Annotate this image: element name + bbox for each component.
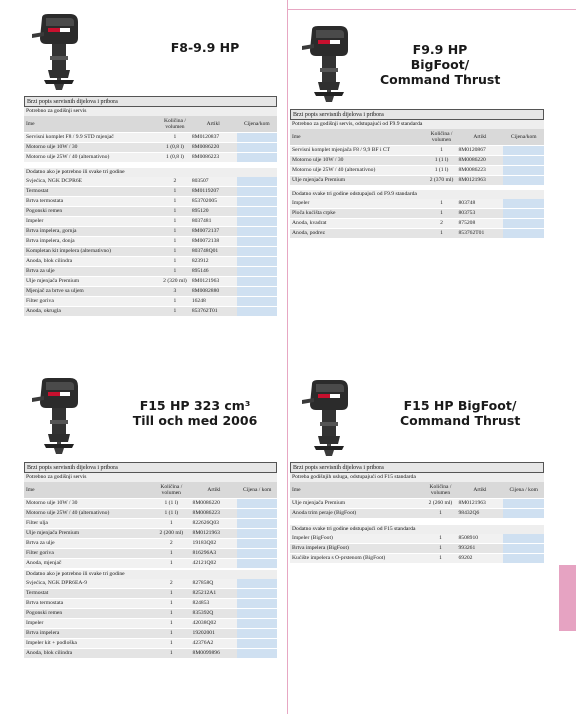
page-divider-vertical bbox=[287, 0, 288, 714]
part-number: 8M0099896 bbox=[191, 649, 238, 659]
part-name: Ploča kućišta crpke bbox=[290, 209, 427, 219]
price-cell[interactable] bbox=[503, 554, 544, 564]
table-row bbox=[290, 156, 544, 166]
part-name: Svjećica, NGK DPR6EA-9 bbox=[24, 579, 152, 589]
column-header: Cijena / kom bbox=[237, 482, 277, 499]
table-row bbox=[24, 559, 277, 569]
table-row bbox=[24, 247, 277, 257]
column-header: Količina / volumen bbox=[160, 116, 190, 133]
part-number: 823912 bbox=[190, 257, 237, 267]
price-cell[interactable] bbox=[503, 156, 544, 166]
panel-title-line: Till och med 2006 bbox=[132, 413, 258, 428]
part-quantity: 1 bbox=[152, 619, 190, 629]
section-header: Brzi popis servisnih dijelova i pribora bbox=[290, 109, 544, 120]
part-name: Kompletan kit impelera (alternativno) bbox=[24, 247, 160, 257]
column-header: Ime bbox=[290, 482, 424, 499]
price-cell[interactable] bbox=[237, 539, 277, 549]
price-cell[interactable] bbox=[237, 599, 277, 609]
table-row bbox=[290, 209, 544, 219]
table-row bbox=[290, 554, 544, 564]
part-name: Impeler kit + podloška bbox=[24, 639, 152, 649]
subsection-header: Potrebno za godišnji servis bbox=[24, 473, 277, 482]
part-quantity: 1 bbox=[160, 227, 190, 237]
table-row bbox=[24, 639, 277, 649]
part-number: 803748 bbox=[456, 199, 503, 209]
panel-title-line: BigFoot/ bbox=[410, 57, 470, 72]
column-header: Cijena / kom bbox=[503, 482, 544, 499]
part-quantity: 1 bbox=[152, 629, 190, 639]
part-name: Filter goriva bbox=[24, 297, 160, 307]
part-quantity: 1 (1 l) bbox=[427, 166, 457, 176]
outboard-motor-image bbox=[30, 376, 82, 456]
part-quantity: 1 (1 l) bbox=[427, 156, 457, 166]
price-cell[interactable] bbox=[503, 499, 544, 509]
column-header: Ime bbox=[24, 482, 152, 499]
table-header-row bbox=[24, 116, 277, 133]
part-quantity: 1 bbox=[424, 554, 456, 564]
panel-title-line: F8-9.9 HP bbox=[170, 40, 240, 55]
part-number: 8M0121963 bbox=[456, 176, 503, 186]
parts-table bbox=[290, 482, 544, 519]
outboard-motor-image bbox=[300, 378, 352, 458]
price-cell[interactable] bbox=[237, 629, 277, 639]
table-row bbox=[290, 219, 544, 229]
panel-title bbox=[170, 40, 240, 55]
panel-title-line: F15 HP 323 cm³ bbox=[139, 398, 251, 413]
part-name: Motorno ulje 10W / 30 bbox=[24, 143, 160, 153]
table-row bbox=[290, 534, 544, 544]
parts-table bbox=[24, 579, 277, 659]
part-name: Anoda, podrez bbox=[290, 229, 427, 239]
price-cell[interactable] bbox=[237, 177, 277, 187]
parts-table bbox=[290, 534, 544, 564]
subsection-header: Dodatno svake tri godine odstupajući od F15 standarda bbox=[290, 525, 544, 534]
part-name: Anoda trim peraje (BigFoot) bbox=[290, 509, 424, 519]
part-name: Impeler (BigFoot) bbox=[290, 534, 424, 544]
subsection-header: Potreba godišnjih usluga, odstupajući od F15 standarda bbox=[290, 473, 544, 482]
part-number: 993261 bbox=[456, 544, 503, 554]
price-cell[interactable] bbox=[503, 199, 544, 209]
part-quantity: 2 (200 ml) bbox=[152, 529, 190, 539]
table-row bbox=[24, 649, 277, 659]
part-quantity: 1 bbox=[160, 187, 190, 197]
subsection-header: Potrebno za godišnji servis, odstupajući od F9.9 standarda bbox=[290, 120, 544, 129]
part-name: Anoda, blok cilindra bbox=[24, 257, 160, 267]
table-row bbox=[290, 544, 544, 554]
part-name: Anoda, blok cilindra bbox=[24, 649, 152, 659]
table-row bbox=[24, 177, 277, 187]
part-quantity: 1 bbox=[152, 559, 190, 569]
part-quantity: 1 bbox=[160, 217, 190, 227]
table-row bbox=[24, 589, 277, 599]
price-cell[interactable] bbox=[237, 579, 277, 589]
table-row bbox=[24, 549, 277, 559]
table-row bbox=[24, 609, 277, 619]
part-name: Brtva za ulje bbox=[24, 539, 152, 549]
table-row bbox=[24, 237, 277, 247]
part-number: 8M0119207 bbox=[190, 187, 237, 197]
table-row bbox=[24, 579, 277, 589]
price-cell[interactable] bbox=[237, 609, 277, 619]
part-name: Brtva termostata bbox=[24, 197, 160, 207]
part-name: Impeler bbox=[24, 619, 152, 629]
price-cell[interactable] bbox=[503, 534, 544, 544]
part-number: 822626Q03 bbox=[191, 519, 238, 529]
parts-table bbox=[290, 199, 544, 239]
price-cell[interactable] bbox=[237, 549, 277, 559]
part-name: Brtva termostata bbox=[24, 599, 152, 609]
part-number: 8M0072137 bbox=[190, 227, 237, 237]
part-quantity: 1 bbox=[160, 257, 190, 267]
panel-title-line: F9.9 HP bbox=[412, 42, 468, 57]
price-cell[interactable] bbox=[237, 639, 277, 649]
table-row bbox=[24, 629, 277, 639]
part-quantity: 1 bbox=[152, 609, 190, 619]
part-number: 875208 bbox=[456, 219, 503, 229]
part-quantity: 1 (1 l) bbox=[152, 509, 190, 519]
part-number: 8M0086220 bbox=[191, 499, 238, 509]
part-quantity: 2 (370 ml) bbox=[427, 176, 457, 186]
part-name: Filter ulja bbox=[24, 519, 152, 529]
part-number: 803748Q01 bbox=[190, 247, 237, 257]
part-number: 42121Q02 bbox=[191, 559, 238, 569]
panel-title-line: Command Thrust bbox=[400, 413, 521, 428]
part-quantity: 1 bbox=[160, 237, 190, 247]
part-quantity: 3 bbox=[160, 287, 190, 297]
part-quantity: 1 bbox=[160, 267, 190, 277]
part-number: 895120 bbox=[190, 207, 237, 217]
part-quantity: 1 bbox=[160, 207, 190, 217]
part-name: Servisni komplet F8 / 9.9 STD mjenjač bbox=[24, 133, 160, 143]
price-cell[interactable] bbox=[503, 509, 544, 519]
table-row bbox=[24, 187, 277, 197]
part-name: Brtva impelera, donja bbox=[24, 237, 160, 247]
price-cell[interactable] bbox=[503, 229, 544, 239]
table-row bbox=[24, 143, 277, 153]
part-number: 803507 bbox=[190, 177, 237, 187]
part-number: 853762T01 bbox=[190, 307, 237, 317]
table-row bbox=[24, 257, 277, 267]
part-number: 824853 bbox=[191, 599, 238, 609]
part-quantity: 1 bbox=[424, 544, 456, 554]
table-row bbox=[290, 166, 544, 176]
part-number: 803753 bbox=[456, 209, 503, 219]
table-row bbox=[24, 529, 277, 539]
price-cell[interactable] bbox=[237, 589, 277, 599]
table-row bbox=[24, 599, 277, 609]
price-cell[interactable] bbox=[503, 146, 544, 156]
column-header: Ime bbox=[24, 116, 160, 133]
part-name: Termostat bbox=[24, 589, 152, 599]
price-cell[interactable] bbox=[237, 649, 277, 659]
part-name: Termostat bbox=[24, 187, 160, 197]
part-quantity: 2 bbox=[427, 219, 457, 229]
column-header: Cijena/kom bbox=[503, 129, 544, 146]
part-number: 8M0086223 bbox=[456, 166, 503, 176]
part-number: 8M0086223 bbox=[190, 153, 237, 163]
part-number: 19183Q02 bbox=[191, 539, 238, 549]
table-row bbox=[24, 227, 277, 237]
part-quantity: 1 bbox=[152, 649, 190, 659]
part-quantity: 2 bbox=[160, 177, 190, 187]
page-divider-horizontal bbox=[287, 9, 576, 10]
price-cell[interactable] bbox=[237, 227, 277, 237]
part-name: Brtva impelera bbox=[24, 629, 152, 639]
part-number: 16248 bbox=[190, 297, 237, 307]
part-number: 69202 bbox=[456, 554, 503, 564]
price-cell[interactable] bbox=[237, 277, 277, 287]
panel-title-line: F15 HP BigFoot/ bbox=[403, 398, 517, 413]
section-header: Brzi popis servisnih dijelova i pribora bbox=[290, 462, 544, 473]
part-number: 835392Q bbox=[191, 609, 238, 619]
part-number: 8M0086220 bbox=[190, 143, 237, 153]
price-cell[interactable] bbox=[237, 267, 277, 277]
table-row bbox=[290, 499, 544, 509]
table-row bbox=[24, 277, 277, 287]
part-quantity: 1 bbox=[427, 229, 457, 239]
page-side-tab bbox=[559, 565, 576, 631]
part-name: Impeler bbox=[290, 199, 427, 209]
price-cell[interactable] bbox=[237, 529, 277, 539]
part-name: Kućište impelera s O-prstenom (BigFoot) bbox=[290, 554, 424, 564]
table-row bbox=[24, 509, 277, 519]
price-cell[interactable] bbox=[237, 257, 277, 267]
part-name: Ulje mjenjača Premium bbox=[24, 277, 160, 287]
part-name: Motorno ulje 25W / 40 (alternativno) bbox=[24, 509, 152, 519]
table-row bbox=[24, 619, 277, 629]
parts-table bbox=[24, 116, 277, 163]
price-cell[interactable] bbox=[503, 544, 544, 554]
table-header-row bbox=[24, 482, 277, 499]
part-number: 8M0121963 bbox=[456, 499, 503, 509]
table-header-row bbox=[290, 129, 544, 146]
part-number: 816296A3 bbox=[191, 549, 238, 559]
part-quantity: 1 bbox=[427, 209, 457, 219]
column-header: Količina / volumen bbox=[152, 482, 190, 499]
panel-title-line: Command Thrust bbox=[380, 72, 501, 87]
subsection-header: Potrebno za godišnji servis bbox=[24, 107, 277, 116]
part-name: Anoda, kvadrat bbox=[290, 219, 427, 229]
table-row bbox=[24, 519, 277, 529]
part-quantity: 1 bbox=[424, 534, 456, 544]
price-cell[interactable] bbox=[237, 247, 277, 257]
part-quantity: 1 bbox=[160, 307, 190, 317]
part-name: Pogonski remen bbox=[24, 609, 152, 619]
subsection-header: Dodatno svake tri godine odstupajući od F9.9 standarda bbox=[290, 190, 544, 199]
part-number: 853702005 bbox=[190, 197, 237, 207]
part-quantity: 1 bbox=[152, 589, 190, 599]
parts-table bbox=[24, 482, 277, 569]
part-number: 8M0086220 bbox=[456, 156, 503, 166]
part-number: 8M0082880 bbox=[190, 287, 237, 297]
part-quantity: 1 bbox=[427, 199, 457, 209]
part-quantity: 1 bbox=[160, 197, 190, 207]
table-row bbox=[24, 297, 277, 307]
part-name: Pogonski remen bbox=[24, 207, 160, 217]
part-number: 8M0086223 bbox=[191, 509, 238, 519]
price-cell[interactable] bbox=[237, 153, 277, 163]
part-name: Mjenjač za brtve sa uljem bbox=[24, 287, 160, 297]
part-number: 8M0121963 bbox=[191, 529, 238, 539]
part-name: Motorno ulje 10W / 30 bbox=[290, 156, 427, 166]
price-cell[interactable] bbox=[237, 133, 277, 143]
part-quantity: 1 bbox=[152, 519, 190, 529]
part-name: Anoda, okrugla bbox=[24, 307, 160, 317]
part-name: Motorno ulje 25W / 40 (alternativno) bbox=[290, 166, 427, 176]
part-name: Ulje mjenjača Premium bbox=[24, 529, 152, 539]
price-cell[interactable] bbox=[237, 307, 277, 317]
column-header: Artikl bbox=[190, 116, 237, 133]
part-number: 19202001 bbox=[191, 629, 238, 639]
part-quantity: 2 (320 ml) bbox=[160, 277, 190, 287]
outboard-motor-image bbox=[300, 24, 352, 104]
parts-table bbox=[24, 177, 277, 317]
part-quantity: 2 bbox=[152, 579, 190, 589]
part-number: 8508910 bbox=[456, 534, 503, 544]
part-quantity: 1 bbox=[160, 247, 190, 257]
price-cell[interactable] bbox=[237, 509, 277, 519]
part-name: Servisni komplet mjenjača F8 / 9,9 BF i CT bbox=[290, 146, 427, 156]
outboard-motor-image bbox=[30, 12, 82, 92]
part-number: 853762T01 bbox=[456, 229, 503, 239]
price-cell[interactable] bbox=[237, 197, 277, 207]
part-number: 8M0120837 bbox=[190, 133, 237, 143]
part-name: Motorno ulje 25W / 40 (alternativno) bbox=[24, 153, 160, 163]
price-cell[interactable] bbox=[503, 209, 544, 219]
part-quantity: 1 bbox=[160, 297, 190, 307]
subsection-header: Dodatno ako je potrebno ili svake tri godine bbox=[24, 168, 277, 177]
part-quantity: 2 (260 ml) bbox=[424, 499, 456, 509]
column-header: Ime bbox=[290, 129, 427, 146]
column-header: Artikl bbox=[456, 482, 503, 499]
price-cell[interactable] bbox=[237, 237, 277, 247]
price-cell[interactable] bbox=[237, 187, 277, 197]
part-name: Impeler bbox=[24, 217, 160, 227]
panel-title bbox=[400, 398, 520, 428]
part-number: 42038Q02 bbox=[191, 619, 238, 629]
part-name: Motorno ulje 10W / 30 bbox=[24, 499, 152, 509]
part-number: 98432Q6 bbox=[456, 509, 503, 519]
part-name: Filter goriva bbox=[24, 549, 152, 559]
part-quantity: 1 bbox=[152, 639, 190, 649]
panel-title bbox=[130, 398, 260, 428]
price-cell[interactable] bbox=[503, 219, 544, 229]
part-name: Anoda, mjenjač bbox=[24, 559, 152, 569]
table-row bbox=[24, 207, 277, 217]
price-cell[interactable] bbox=[503, 176, 544, 186]
part-quantity: 1 bbox=[152, 549, 190, 559]
table-row bbox=[290, 146, 544, 156]
section-header: Brzi popis servisnih dijelova i pribora bbox=[24, 462, 277, 473]
part-name: Brtva impelera, gornja bbox=[24, 227, 160, 237]
part-number: 8M0120867 bbox=[456, 146, 503, 156]
table-row bbox=[24, 133, 277, 143]
table-row bbox=[24, 267, 277, 277]
part-name: Brtva za ulje bbox=[24, 267, 160, 277]
section-header: Brzi popis servisnih dijelova i pribora bbox=[24, 96, 277, 107]
part-quantity: 1 bbox=[424, 509, 456, 519]
part-number: 827858Q bbox=[191, 579, 238, 589]
table-row bbox=[290, 229, 544, 239]
part-number: 42376A2 bbox=[191, 639, 238, 649]
part-number: 895146 bbox=[190, 267, 237, 277]
table-row bbox=[24, 499, 277, 509]
part-name: Ulje mjenjača Premium bbox=[290, 176, 427, 186]
panel-title bbox=[380, 42, 500, 87]
column-header: Cijena/kom bbox=[237, 116, 277, 133]
part-quantity: 1 (0,8 l) bbox=[160, 143, 190, 153]
price-cell[interactable] bbox=[237, 207, 277, 217]
table-header-row bbox=[290, 482, 544, 499]
column-header: Količina / volumen bbox=[427, 129, 457, 146]
table-row bbox=[24, 197, 277, 207]
part-quantity: 1 bbox=[160, 133, 190, 143]
part-quantity: 1 (1 l) bbox=[152, 499, 190, 509]
part-name: Brtva impelera (BigFoot) bbox=[290, 544, 424, 554]
price-cell[interactable] bbox=[237, 297, 277, 307]
price-cell[interactable] bbox=[237, 143, 277, 153]
part-quantity: 1 bbox=[427, 146, 457, 156]
column-header: Količina / volumen bbox=[424, 482, 456, 499]
column-header: Artikl bbox=[191, 482, 238, 499]
subsection-header: Dodatno ako je potrebno ili svake tri godine bbox=[24, 570, 277, 579]
table-row bbox=[24, 539, 277, 549]
part-quantity: 1 bbox=[152, 599, 190, 609]
part-name: Svjećica, NGK DCPR6E bbox=[24, 177, 160, 187]
table-row bbox=[24, 287, 277, 297]
part-number: 8M0121963 bbox=[190, 277, 237, 287]
price-cell[interactable] bbox=[237, 619, 277, 629]
price-cell[interactable] bbox=[237, 559, 277, 569]
table-row bbox=[24, 307, 277, 317]
price-cell[interactable] bbox=[503, 166, 544, 176]
price-cell[interactable] bbox=[237, 287, 277, 297]
part-number: 8037481 bbox=[190, 217, 237, 227]
price-cell[interactable] bbox=[237, 519, 277, 529]
part-name: Ulje mjenjača Premium bbox=[290, 499, 424, 509]
part-number: 8M0072138 bbox=[190, 237, 237, 247]
table-row bbox=[24, 153, 277, 163]
column-header: Artikl bbox=[456, 129, 503, 146]
price-cell[interactable] bbox=[237, 499, 277, 509]
table-row bbox=[24, 217, 277, 227]
table-row bbox=[290, 199, 544, 209]
part-number: 825212A1 bbox=[191, 589, 238, 599]
table-row bbox=[290, 176, 544, 186]
price-cell[interactable] bbox=[237, 217, 277, 227]
table-row bbox=[290, 509, 544, 519]
part-quantity: 2 bbox=[152, 539, 190, 549]
part-quantity: 1 (0,8 l) bbox=[160, 153, 190, 163]
parts-table bbox=[290, 129, 544, 186]
